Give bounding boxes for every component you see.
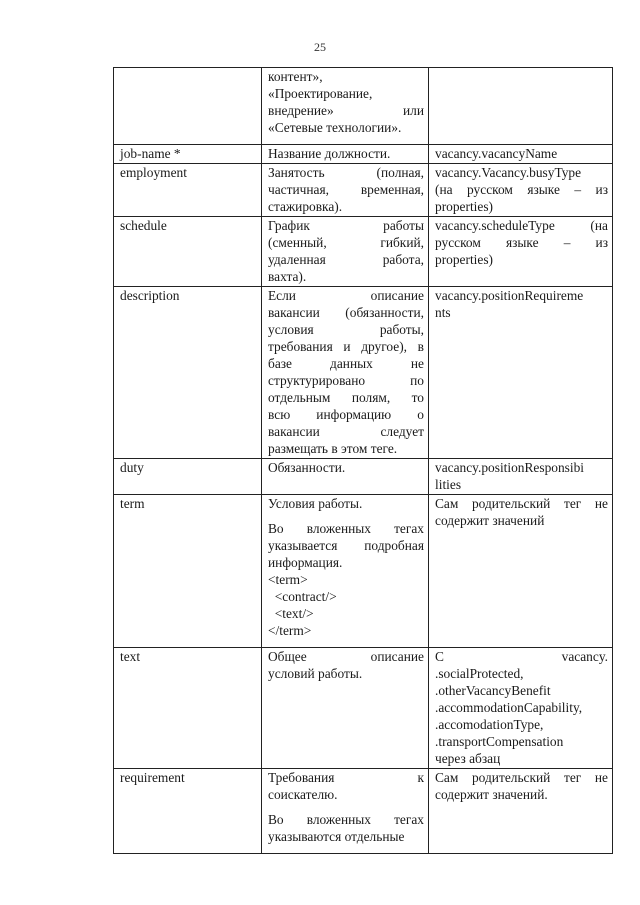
table-row <box>114 68 613 145</box>
description-line: Если описание <box>268 288 424 303</box>
mapping-line: С vacancy. <box>435 649 608 664</box>
description-line: Во вложенных тегах <box>268 521 424 536</box>
description-paragraph <box>268 495 424 512</box>
description-line: вакансии следует <box>268 424 424 439</box>
description-line: соискателю. <box>268 787 338 802</box>
mapping-line: русском языке – из <box>435 235 608 250</box>
description-paragraph <box>268 459 424 476</box>
mapping-line: lities <box>435 477 462 492</box>
table-row <box>114 459 613 495</box>
description-line: условия работы, <box>268 322 424 337</box>
mapping-cell <box>429 495 613 648</box>
description-paragraph <box>268 287 424 457</box>
description-cell <box>262 287 429 459</box>
description-cell <box>262 68 429 145</box>
description-cell <box>262 164 429 217</box>
description-cell <box>262 217 429 287</box>
description-cell <box>262 459 429 495</box>
mapping-line: vacancy.positionRequireme <box>435 288 584 303</box>
table-row <box>114 164 613 217</box>
xml-example-line: </term> <box>268 623 312 638</box>
description-line: всю информацию о <box>268 407 424 422</box>
mapping-line: .otherVacancyBenefit <box>435 683 551 698</box>
table-row <box>114 145 613 164</box>
description-line: вакансии (обязанности, <box>268 305 424 320</box>
mapping-line: vacancy.positionResponsibi <box>435 460 585 475</box>
table-row <box>114 287 613 459</box>
description-line: частичная, временная, <box>268 182 424 197</box>
tag-name-cell: schedule <box>114 217 262 287</box>
description-paragraph <box>268 164 424 215</box>
xml-example-line: <text/> <box>268 606 314 621</box>
description-line: Общее описание <box>268 649 424 664</box>
tag-name-cell: job-name * <box>114 145 262 164</box>
mapping-line: Сам родительский тег не <box>435 770 608 785</box>
description-line: (сменный, гибкий, <box>268 235 424 250</box>
description-line: условий работы. <box>268 666 363 681</box>
tag-mapping-table <box>113 67 613 854</box>
mapping-line: содержит значений <box>435 513 545 528</box>
mapping-cell <box>429 145 613 164</box>
description-line: вахта). <box>268 269 307 284</box>
description-cell <box>262 769 429 854</box>
description-paragraph <box>268 520 424 571</box>
description-line: Название должности. <box>268 146 391 161</box>
mapping-line: vacancy.vacancyName <box>435 146 558 161</box>
mapping-line: .socialProtected, <box>435 666 524 681</box>
description-line: указываются отдельные <box>268 829 405 844</box>
page-number: 25 <box>314 40 326 54</box>
mapping-cell <box>429 164 613 217</box>
mapping-line: .transportCompensation <box>435 734 564 749</box>
description-line: удаленная работа, <box>268 252 424 267</box>
description-cell <box>262 495 429 648</box>
description-line: Требования к <box>268 770 424 785</box>
mapping-line: properties) <box>435 199 494 214</box>
description-line: базе данных не <box>268 356 424 371</box>
tag-name-cell: requirement <box>114 769 262 854</box>
mapping-line: properties) <box>435 252 494 267</box>
mapping-line: .accommodationCapability, <box>435 700 583 715</box>
mapping-cell <box>429 287 613 459</box>
tag-name-cell: description <box>114 287 262 459</box>
mapping-line: nts <box>435 305 451 320</box>
table-body <box>114 68 613 854</box>
mapping-cell <box>429 217 613 287</box>
description-line: информация. <box>268 555 343 570</box>
description-line: указывается подробная <box>268 538 424 553</box>
description-cell <box>262 648 429 769</box>
description-paragraph <box>268 145 424 162</box>
tag-name-cell <box>114 68 262 145</box>
description-line: «Сетевые технологии». <box>268 120 402 135</box>
xml-example-line: <term> <box>268 572 308 587</box>
table-row <box>114 217 613 287</box>
description-paragraph <box>268 769 424 803</box>
tag-name-cell: employment <box>114 164 262 217</box>
description-line: Занятость (полная, <box>268 165 424 180</box>
tag-name-cell: term <box>114 495 262 648</box>
description-paragraph <box>268 648 424 682</box>
description-line: размещать в этом теге. <box>268 441 398 456</box>
mapping-line: через абзац <box>435 751 501 766</box>
xml-example <box>268 571 424 639</box>
description-line: контент», <box>268 69 323 84</box>
mapping-cell <box>429 769 613 854</box>
description-line: отдельным полям, то <box>268 390 424 405</box>
mapping-cell <box>429 68 613 145</box>
description-line: Обязанности. <box>268 460 346 475</box>
description-cell <box>262 145 429 164</box>
tag-name-cell: text <box>114 648 262 769</box>
description-line: График работы <box>268 218 424 233</box>
description-paragraph <box>268 68 424 136</box>
xml-example-line: <contract/> <box>268 589 337 604</box>
mapping-line: vacancy.scheduleType (на <box>435 218 608 233</box>
description-line: внедрение» или <box>268 103 424 118</box>
description-paragraph <box>268 811 424 845</box>
description-line: структурировано по <box>268 373 424 388</box>
description-line: Во вложенных тегах <box>268 812 424 827</box>
mapping-line: (на русском языке – из <box>435 182 608 197</box>
mapping-line: .accomodationType, <box>435 717 544 732</box>
mapping-cell <box>429 459 613 495</box>
mapping-line: vacancy.Vacancy.busyType <box>435 165 582 180</box>
mapping-line: Сам родительский тег не <box>435 496 608 511</box>
tag-name-cell: duty <box>114 459 262 495</box>
table-row <box>114 648 613 769</box>
table-row <box>114 769 613 854</box>
table-row <box>114 495 613 648</box>
description-line: Условия работы. <box>268 496 363 511</box>
description-paragraph <box>268 217 424 285</box>
mapping-cell <box>429 648 613 769</box>
description-line: «Проектирование, <box>268 86 373 101</box>
description-line: требования и другое), в <box>268 339 424 354</box>
description-line: стажировка). <box>268 199 343 214</box>
mapping-line: содержит значений. <box>435 787 548 802</box>
